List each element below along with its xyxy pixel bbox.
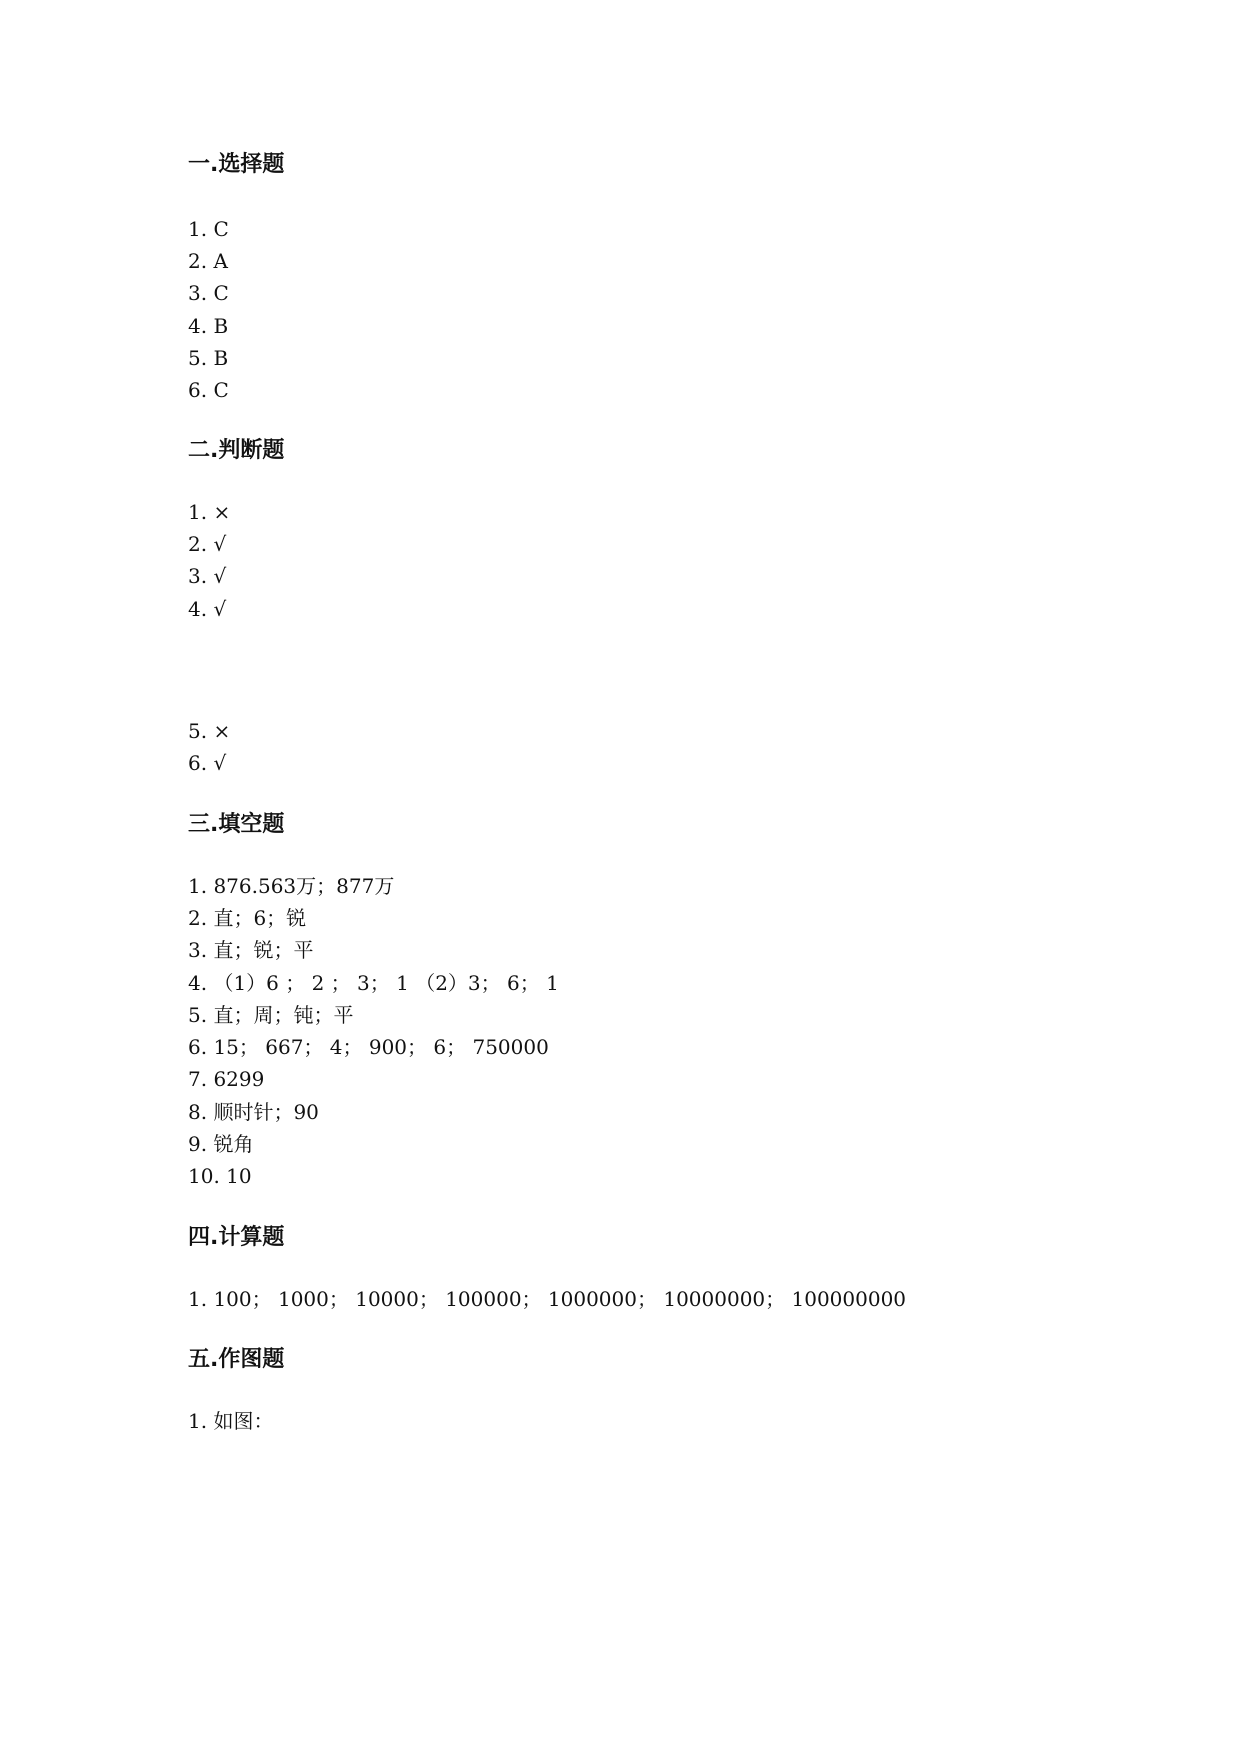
answer-item: 2. 直；6；锐 (188, 906, 307, 930)
answer-item: 4. （1）6 ； 2 ； 3； 1 （2）3； 6； 1 (188, 971, 559, 995)
answer-item: 2. A (188, 249, 228, 273)
section-heading-multiple-choice: 一.选择题 (188, 152, 285, 177)
answer-item: 10. 10 (188, 1164, 252, 1188)
answer-item: 5. × (188, 719, 231, 743)
section-heading-drawing: 五.作图题 (188, 1347, 285, 1372)
answer-item: 1. × (188, 500, 231, 524)
answer-item: 5. 直；周；钝；平 (188, 1003, 354, 1027)
answer-item: 8. 顺时针；90 (188, 1100, 319, 1124)
answer-item: 1. C (188, 217, 229, 241)
answer-item: 1. 100； 1000； 10000； 100000； 1000000； 10000000； 100000000 (188, 1287, 907, 1311)
answer-item: 1. 876.563万；877万 (188, 874, 395, 898)
answer-item: 3. C (188, 281, 229, 305)
answer-item: 9. 锐角 (188, 1132, 254, 1156)
answer-item: 6. C (188, 378, 229, 402)
section-heading-calculation: 四.计算题 (188, 1225, 285, 1250)
answer-item: 7. 6299 (188, 1067, 265, 1091)
section-heading-true-false: 二.判断题 (188, 438, 285, 463)
answer-item: 1. 如图： (188, 1409, 274, 1433)
answer-item: 3. √ (188, 564, 227, 588)
answer-item: 4. √ (188, 597, 227, 621)
answer-item: 5. B (188, 346, 229, 370)
answer-item: 2. √ (188, 532, 227, 556)
answer-item: 4. B (188, 314, 229, 338)
answer-item: 6. 15； 667； 4； 900； 6； 750000 (188, 1035, 549, 1059)
answer-item: 6. √ (188, 751, 227, 775)
section-heading-fill-in-blank: 三.填空题 (188, 812, 285, 837)
answer-item: 3. 直；锐；平 (188, 938, 314, 962)
